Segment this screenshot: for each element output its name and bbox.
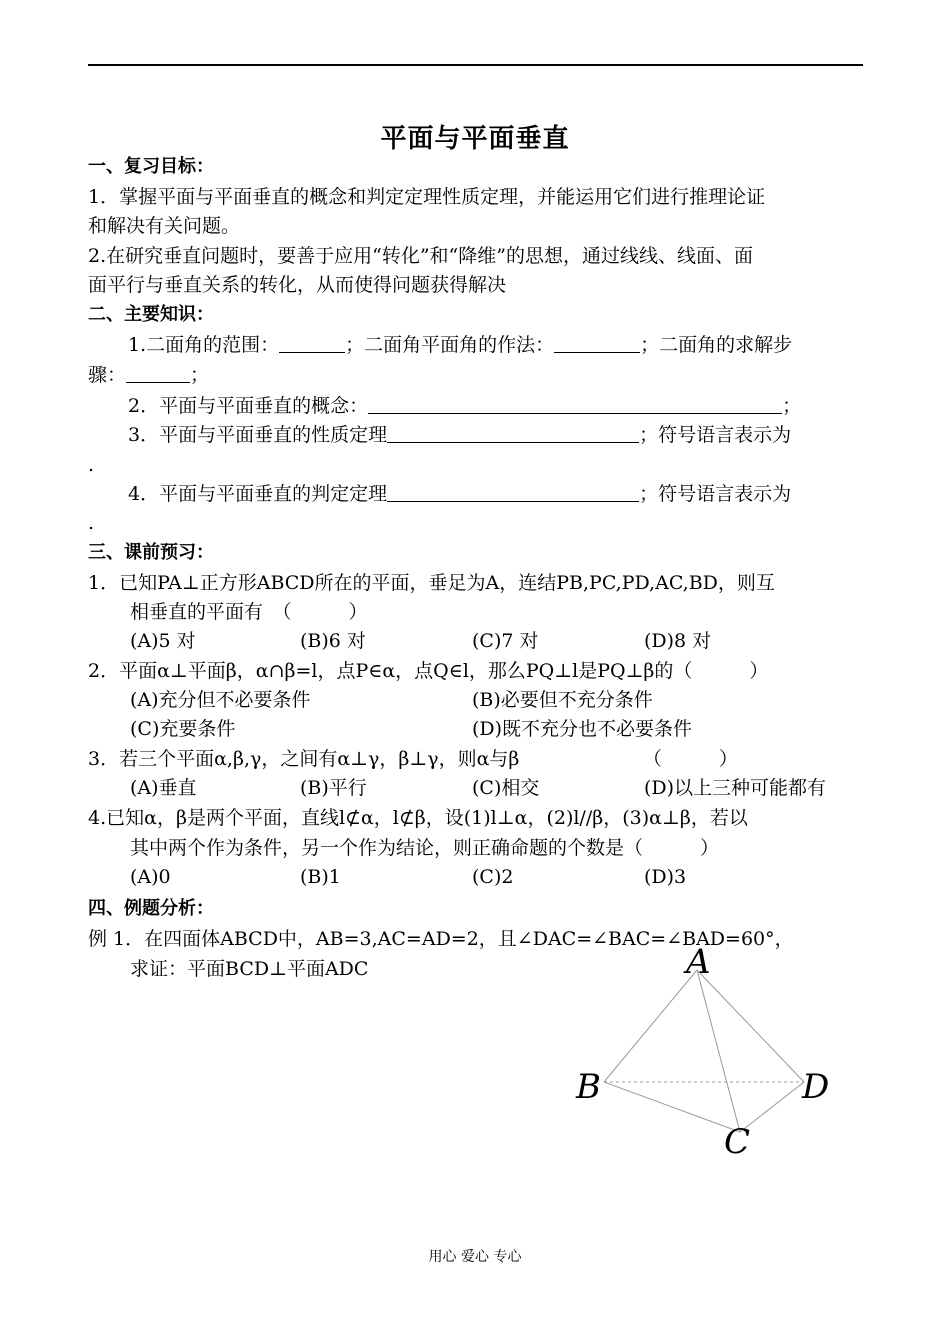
q3-option-b[interactable]: (B)平行 bbox=[300, 777, 367, 799]
q1-option-b[interactable]: (B)6 对 bbox=[300, 630, 366, 652]
q2-option-a[interactable]: (A)充分但不必要条件 bbox=[130, 689, 311, 711]
k4-label: 4．平面与平面垂直的判定定理 bbox=[128, 483, 388, 505]
blank-method[interactable] bbox=[554, 334, 640, 353]
q4-option-d[interactable]: (D)3 bbox=[644, 866, 687, 888]
k1-mid: ；二面角平面角的作法： bbox=[345, 334, 555, 356]
blank-steps[interactable] bbox=[126, 364, 190, 383]
vertex-label-c: C bbox=[724, 1122, 751, 1162]
k2-label: 2．平面与平面垂直的概念： bbox=[128, 395, 369, 417]
q4-option-a[interactable]: (A)0 bbox=[130, 866, 171, 888]
tetrahedron-figure bbox=[560, 940, 860, 1170]
tetrahedron-svg bbox=[560, 940, 860, 1170]
question-1-line-1: 1．已知PA⊥正方形ABCD所在的平面，垂足为A，连结PB,PC,PD,AC,BD，则互 bbox=[88, 572, 775, 594]
k1-end: ；二面角的求解步 bbox=[640, 334, 793, 356]
section-heading-examples: 四、例题分析： bbox=[88, 898, 214, 919]
k1-steps-label: 骤： bbox=[88, 364, 127, 386]
q2-option-c[interactable]: (C)充要条件 bbox=[130, 718, 236, 740]
section-heading-goals: 一、复习目标： bbox=[88, 156, 214, 177]
q4-option-b[interactable]: (B)1 bbox=[300, 866, 341, 888]
edge-ab bbox=[604, 970, 697, 1082]
knowledge-item-2 bbox=[128, 393, 801, 419]
k3-label: 3．平面与平面垂直的性质定理 bbox=[128, 424, 388, 446]
q1-option-a[interactable]: (A)5 对 bbox=[130, 630, 196, 652]
k1-steps-end: ； bbox=[190, 364, 210, 386]
knowledge-item-1 bbox=[128, 332, 792, 358]
vertex-label-b: B bbox=[576, 1067, 601, 1107]
blank-concept[interactable] bbox=[368, 395, 782, 414]
example-1-line-1: 例 1．在四面体ABCD中，AB=3,AC=AD=2，且∠DAC=∠BAC=∠BAD=60°， bbox=[88, 928, 794, 950]
example-1-line-2: 求证：平面BCD⊥平面ADC bbox=[130, 958, 369, 980]
knowledge-item-3 bbox=[128, 422, 791, 448]
k4-end: ；符号语言表示为 bbox=[639, 483, 792, 505]
blank-criterion-theorem[interactable] bbox=[387, 483, 639, 502]
q3-option-c[interactable]: (C)相交 bbox=[472, 777, 540, 799]
q2-option-d[interactable]: (D)既不充分也不必要条件 bbox=[472, 718, 693, 740]
q3-option-a[interactable]: (A)垂直 bbox=[130, 777, 197, 799]
edge-bc bbox=[604, 1082, 740, 1132]
q2-option-b[interactable]: (B)必要但不充分条件 bbox=[472, 689, 653, 711]
vertex-label-a: A bbox=[686, 942, 711, 982]
question-4-line-2: 其中两个作为条件，另一个作为结论，则正确命题的个数是（ ） bbox=[130, 837, 720, 859]
page-title: 平面与平面垂直 bbox=[380, 124, 570, 154]
edge-ac bbox=[697, 970, 740, 1132]
vertex-label-d: D bbox=[802, 1067, 830, 1107]
section-heading-preview: 三、课前预习： bbox=[88, 542, 214, 563]
blank-property-theorem[interactable] bbox=[387, 424, 639, 443]
question-1-line-2: 相垂直的平面有 （ ） bbox=[130, 601, 368, 623]
q1-option-c[interactable]: (C)7 对 bbox=[472, 630, 539, 652]
edge-ad bbox=[697, 970, 804, 1082]
goal-line-4: 面平行与垂直关系的转化，从而使得问题获得解决 bbox=[88, 274, 507, 296]
goal-line-1: 1．掌握平面与平面垂直的概念和判定定理性质定理，并能运用它们进行推理论证 bbox=[88, 186, 766, 208]
k3-end: ；符号语言表示为 bbox=[639, 424, 792, 446]
blank-range[interactable] bbox=[279, 334, 345, 353]
goal-line-2: 和解决有关问题。 bbox=[88, 215, 241, 237]
q3-option-d[interactable]: (D)以上三种可能都有 bbox=[644, 777, 827, 799]
header-rule bbox=[88, 64, 863, 66]
question-4-line-1: 4.已知α，β是两个平面，直线l⊄α，l⊄β，设(1)l⊥α，(2)l//β，(3)α⊥β，若以 bbox=[88, 807, 748, 829]
section-heading-knowledge: 二、主要知识： bbox=[88, 304, 214, 325]
k1-label: 1.二面角的范围： bbox=[128, 334, 280, 356]
footer-text: 用心 爱心 专心 bbox=[428, 1249, 522, 1265]
k3-dot: . bbox=[88, 454, 95, 476]
q4-option-c[interactable]: (C)2 bbox=[472, 866, 514, 888]
goal-line-3: 2.在研究垂直问题时，要善于应用“转化”和“降维”的思想，通过线线、线面、面 bbox=[88, 245, 753, 267]
k2-end: ； bbox=[782, 395, 802, 417]
k4-dot: . bbox=[88, 512, 95, 534]
knowledge-item-4 bbox=[128, 481, 791, 507]
q1-option-d[interactable]: (D)8 对 bbox=[644, 630, 712, 652]
knowledge-item-1-cont bbox=[88, 362, 209, 388]
question-3: 3．若三个平面α,β,γ，之间有α⊥γ，β⊥γ，则α与β （ ） bbox=[88, 748, 738, 770]
question-2: 2．平面α⊥平面β，α∩β=l，点P∈α，点Q∈l，那么PQ⊥l是PQ⊥β的（ ） bbox=[88, 660, 769, 682]
